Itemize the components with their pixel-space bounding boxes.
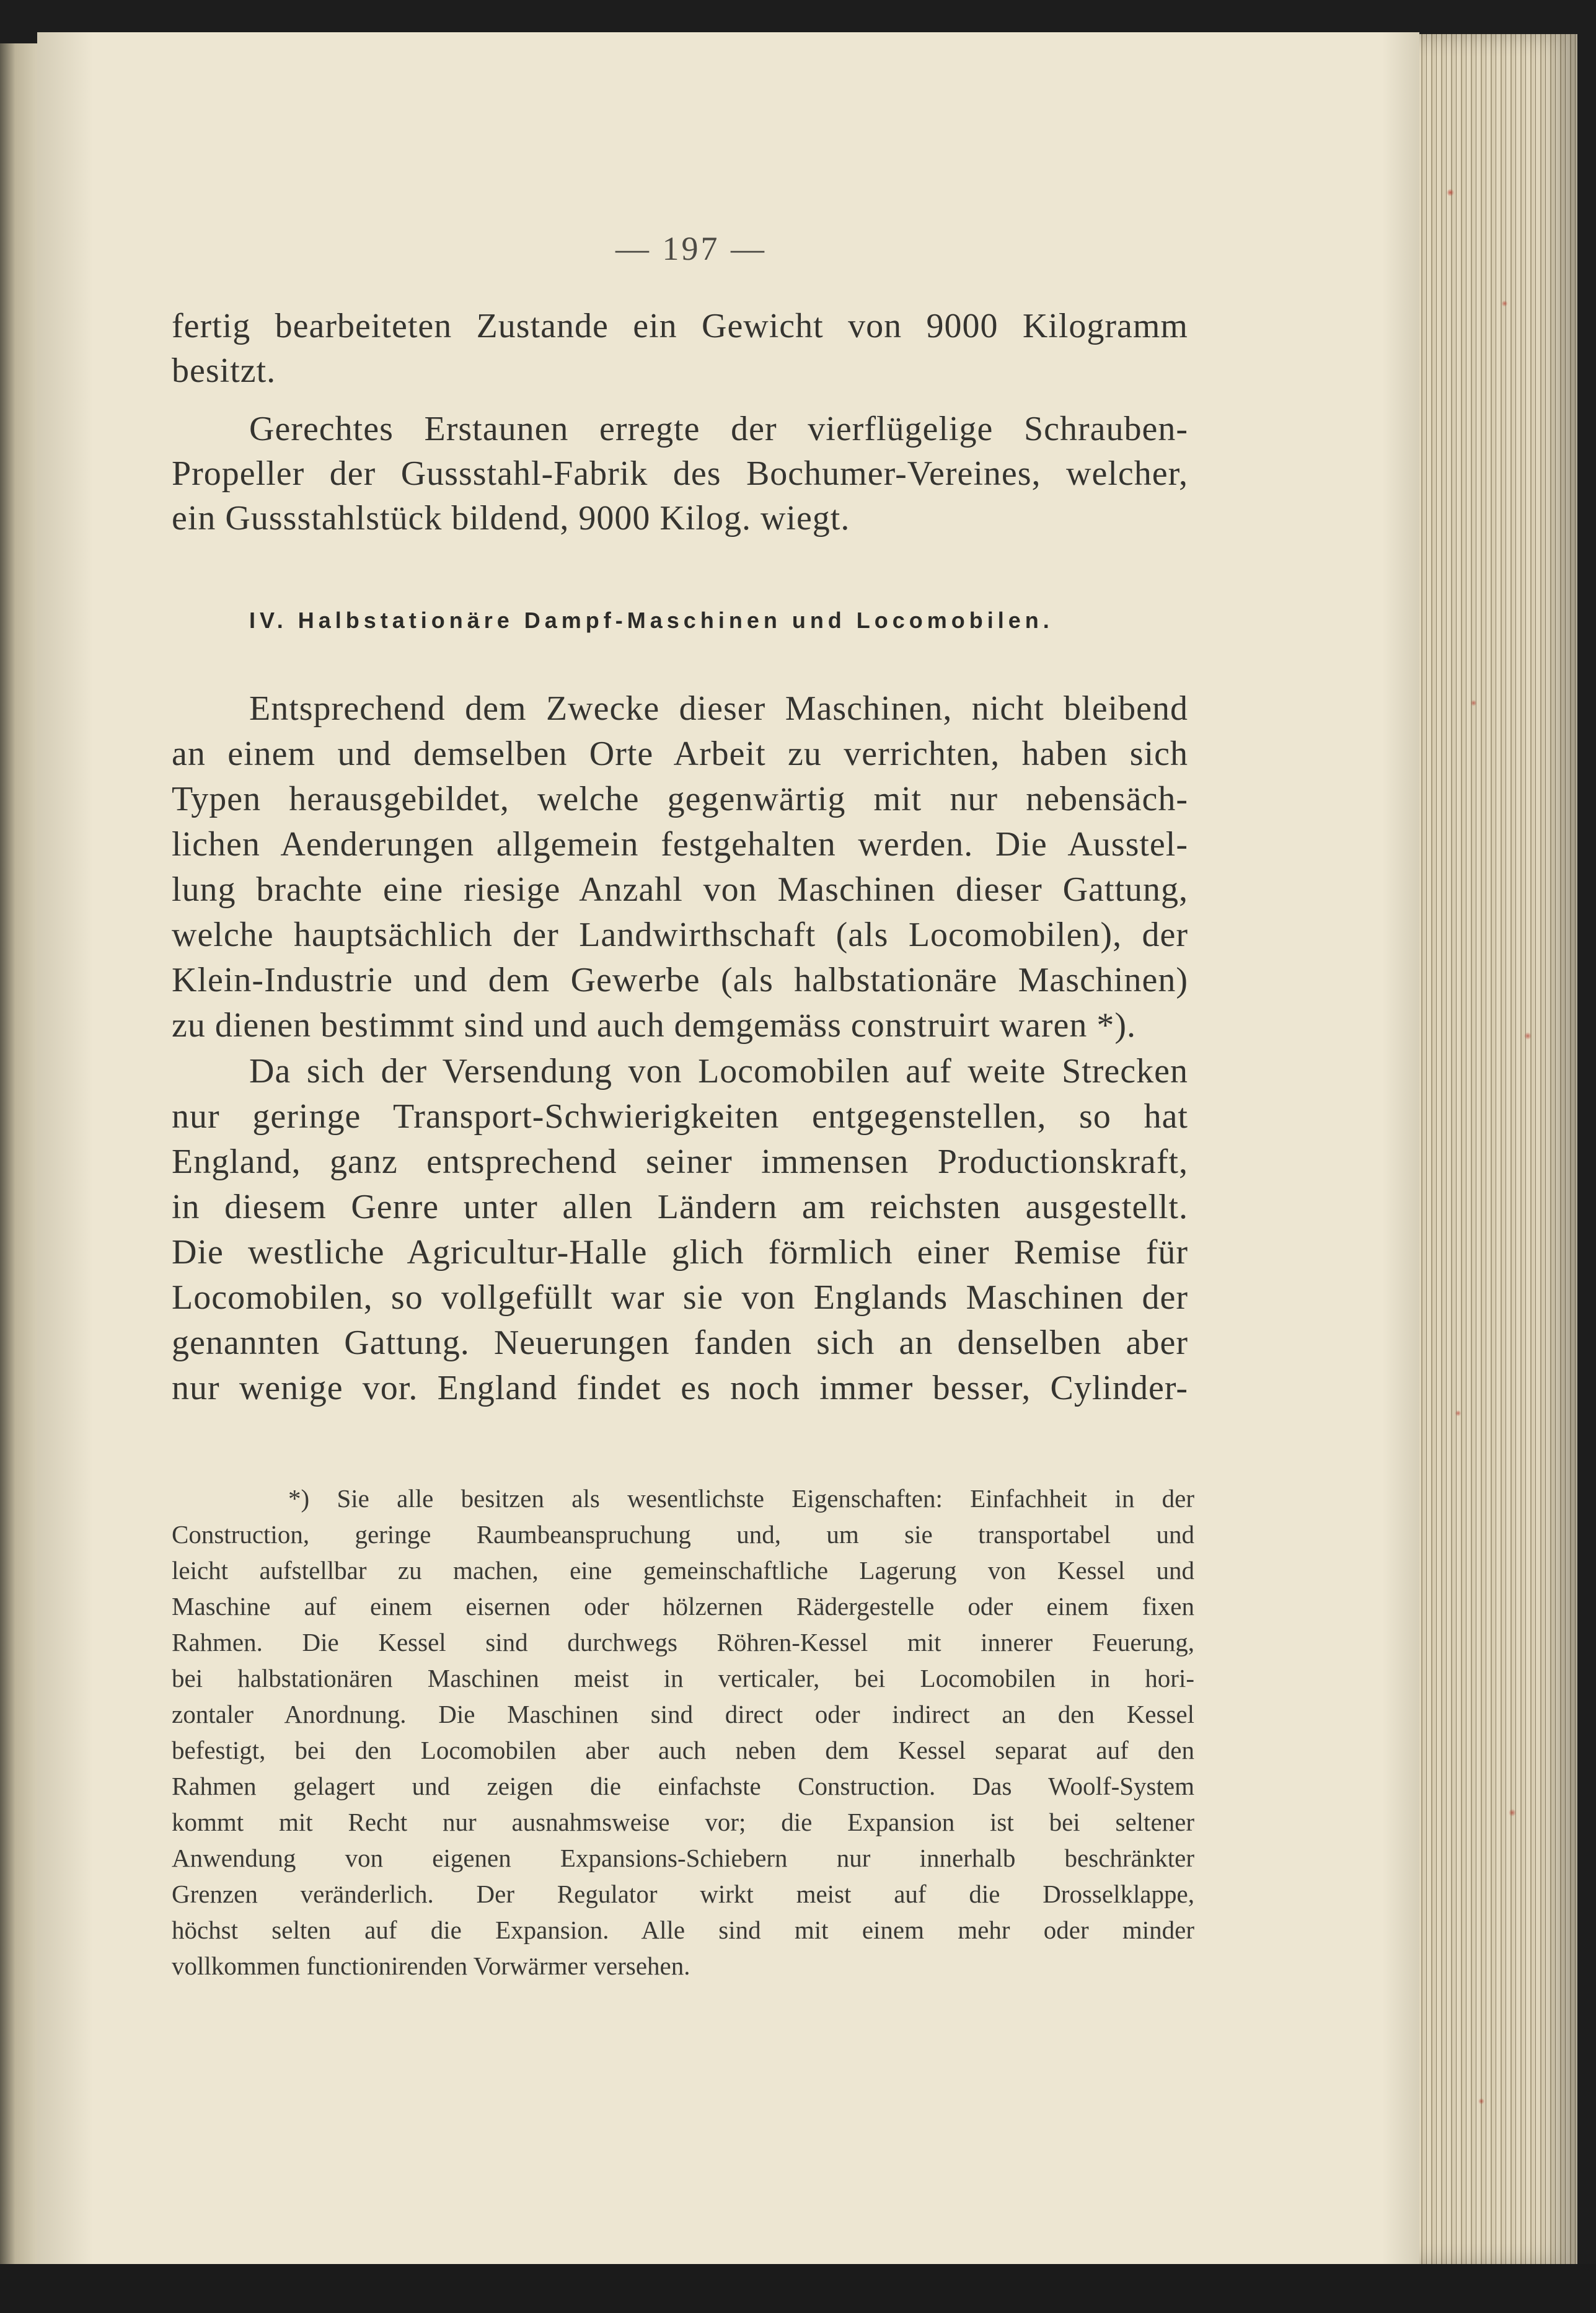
text-line: Die westliche Agricultur-Halle glich förmlich einer Remise für	[172, 1233, 1188, 1271]
footnote-line: vollkommen functionirenden Vorwärmer versehen.	[172, 1952, 690, 1980]
section-heading: IV. Halbstationäre Dampf-Maschinen und Locomobilen.	[249, 608, 1054, 633]
text-line: Propeller der Gussstahl-Fabrik des Bochumer-Vereines, welcher,	[172, 454, 1188, 493]
footnote-line: bei halbstationären Maschinen meist in verticaler, bei Locomobilen in hori-	[172, 1664, 1194, 1692]
page-edge-specks	[1419, 37, 1574, 2257]
footnote-line: kommt mit Recht nur ausnahmsweise vor; die Expansion ist bei seltener	[172, 1808, 1194, 1836]
text-line: Locomobilen, so vollgefüllt war sie von Englands Maschinen der	[172, 1278, 1188, 1317]
text-line: England, ganz entsprechend seiner immensen Productionskraft,	[172, 1143, 1188, 1181]
text-line: Entsprechend dem Zwecke dieser Maschinen, nicht bleibend	[249, 689, 1188, 728]
footnote-line: Grenzen veränderlich. Der Regulator wirkt meist auf die Drosselklappe,	[172, 1880, 1194, 1908]
text-line: lichen Aenderungen allgemein festgehalten werden. Die Ausstel-	[172, 825, 1188, 864]
left-page-edge	[0, 43, 38, 2275]
text-line: nur wenige vor. England findet es noch immer besser, Cylinder-	[172, 1369, 1188, 1407]
text-line: Typen herausgebildet, welche gegenwärtig mit nur nebensäch-	[172, 780, 1188, 818]
text-line: an einem und demselben Orte Arbeit zu verrichten, haben sich	[172, 735, 1188, 773]
text-line: welche hauptsächlich der Landwirthschaft (als Locomobilen), der	[172, 916, 1188, 954]
book-page	[37, 32, 1419, 2264]
text-line: in diesem Genre unter allen Ländern am reichsten ausgestellt.	[172, 1188, 1188, 1226]
footnote-line: Anwendung von eigenen Expansions-Schiebern nur innerhalb beschränkter	[172, 1844, 1194, 1872]
text-line: genannten Gattung. Neuerungen fanden sich an denselben aber	[172, 1324, 1188, 1362]
footnote-line: leicht aufstellbar zu machen, eine gemeinschaftliche Lagerung von Kessel und	[172, 1556, 1194, 1585]
text-line: nur geringe Transport-Schwierigkeiten entgegenstellen, so hat	[172, 1097, 1188, 1136]
scan-bottom-border	[0, 2264, 1596, 2313]
page-number: — 197 —	[615, 230, 767, 267]
footnote-line: zontaler Anordnung. Die Maschinen sind direct oder indirect an den Kessel	[172, 1700, 1194, 1728]
text-line: fertig bearbeiteten Zustande ein Gewicht von 9000 Kilogramm	[172, 307, 1188, 345]
text-line: Klein-Industrie und dem Gewerbe (als halbstationäre Maschinen)	[172, 961, 1188, 999]
footnote-line: befestigt, bei den Locomobilen aber auch neben dem Kessel separat auf den	[172, 1736, 1194, 1764]
text-line: lung brachte eine riesige Anzahl von Maschinen dieser Gattung,	[172, 870, 1188, 909]
footnote-line: Construction, geringe Raumbeanspruchung und, um sie transportabel und	[172, 1520, 1194, 1549]
footnote-line: Rahmen gelagert und zeigen die einfachste Construction. Das Woolf-System	[172, 1772, 1194, 1800]
text-line: besitzt.	[172, 352, 276, 390]
footnote-line: Rahmen. Die Kessel sind durchwegs Röhren-Kessel mit innerer Feuerung,	[172, 1628, 1194, 1656]
footnote-line: Maschine auf einem eisernen oder hölzernen Rädergestelle oder einem fixen	[172, 1592, 1194, 1621]
footnote-line: *) Sie alle besitzen als wesentlichste Eigenschaften: Einfachheit in der	[288, 1484, 1194, 1513]
text-line: zu dienen bestimmt sind und auch demgemäss construirt waren *).	[172, 1006, 1136, 1045]
text-line: ein Gussstahlstück bildend, 9000 Kilog. wiegt.	[172, 499, 850, 537]
text-line: Gerechtes Erstaunen erregte der vierflügelige Schrauben-	[249, 410, 1188, 448]
footnote-line: höchst selten auf die Expansion. Alle sind mit einem mehr oder minder	[172, 1916, 1194, 1944]
text-line: Da sich der Versendung von Locomobilen auf weite Strecken	[249, 1052, 1188, 1090]
